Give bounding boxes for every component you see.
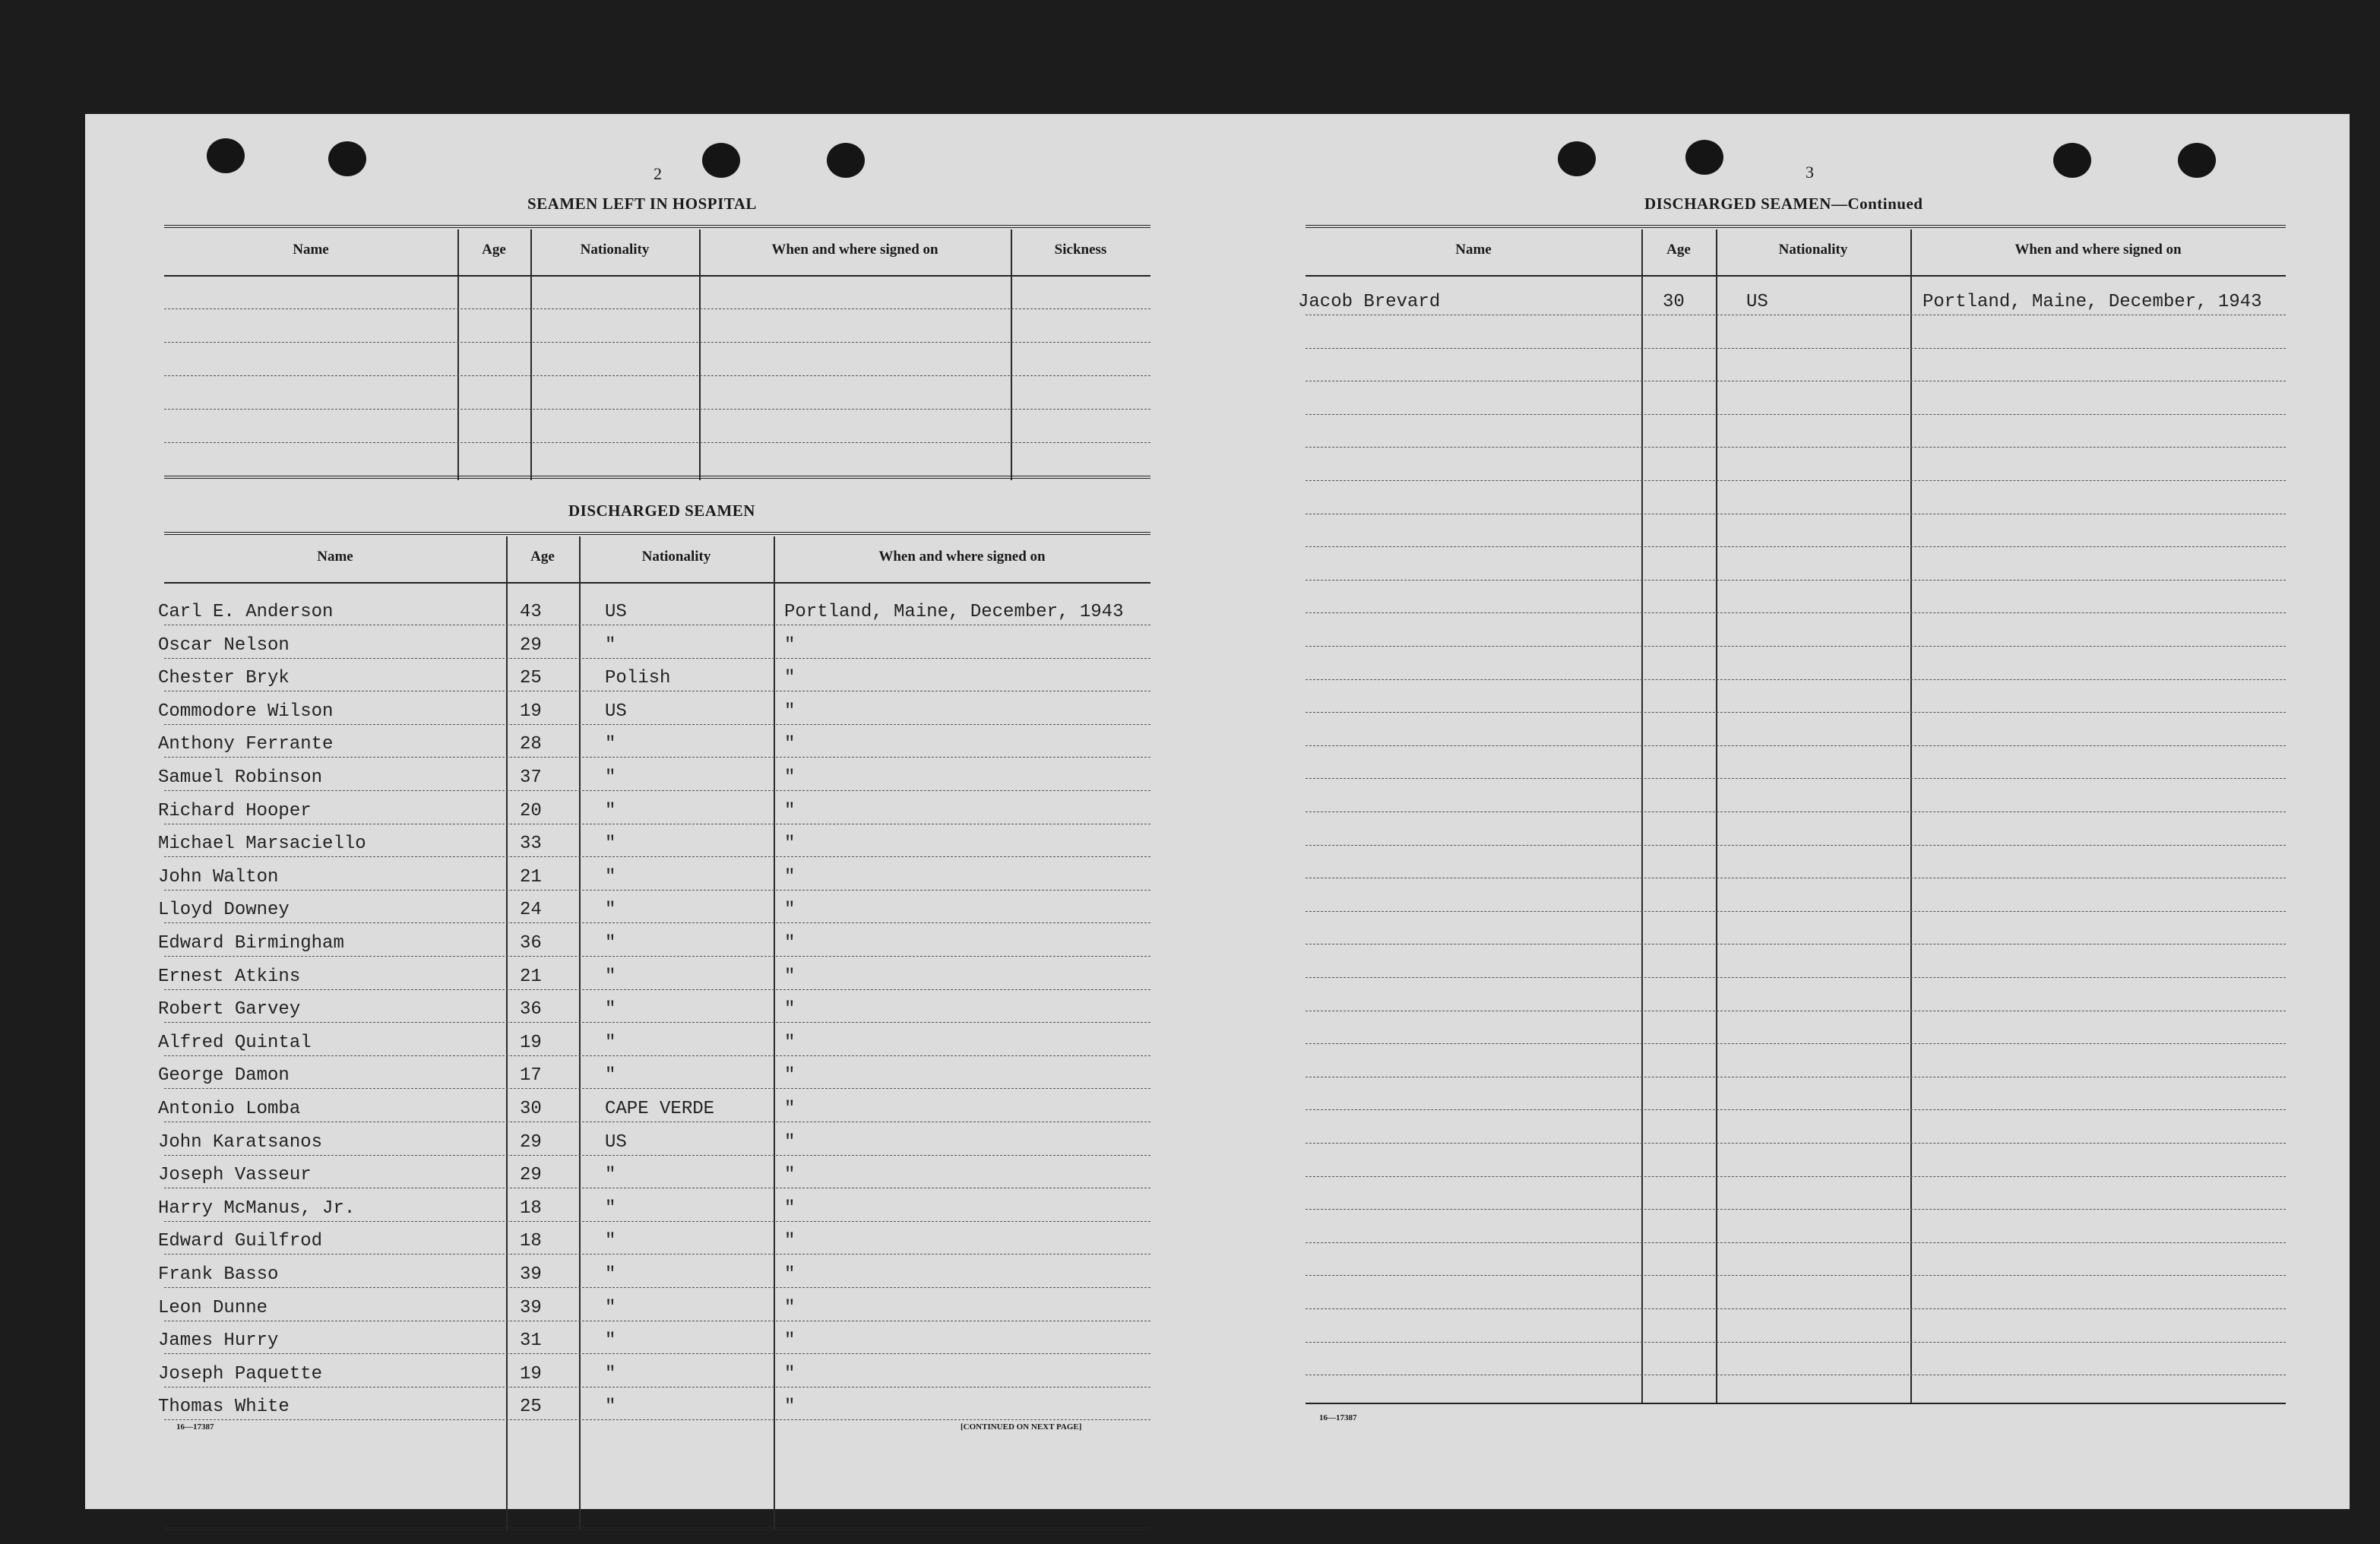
table-row-signed-on: " bbox=[784, 999, 796, 1020]
table-row-nationality: " bbox=[605, 1065, 616, 1087]
punch-hole bbox=[1558, 141, 1596, 176]
table-row-signed-on: " bbox=[784, 900, 796, 921]
row-line bbox=[164, 890, 1150, 891]
row-line bbox=[1306, 1275, 2286, 1276]
row-line bbox=[164, 989, 1150, 990]
row-line bbox=[1306, 1308, 2286, 1309]
punch-hole bbox=[207, 138, 245, 173]
table-row-name: Leon Dunne bbox=[158, 1297, 268, 1318]
table-row-name: Robert Garvey bbox=[158, 999, 301, 1020]
table-row-nationality: " bbox=[605, 933, 616, 954]
column-divider bbox=[506, 536, 508, 1530]
table-row-name: John Karatsanos bbox=[158, 1131, 323, 1153]
table-row-nationality: " bbox=[605, 1397, 616, 1418]
table-row-nationality: " bbox=[605, 1231, 616, 1252]
table-row-nationality: " bbox=[605, 1264, 616, 1285]
table-row-signed-on: Portland, Maine, December, 1943 bbox=[1923, 292, 2262, 312]
table-row-signed-on: " bbox=[784, 668, 796, 689]
row-line bbox=[164, 922, 1150, 923]
table-row-age: 24 bbox=[520, 900, 542, 921]
table-rule bbox=[164, 1527, 1150, 1530]
row-line bbox=[164, 658, 1150, 659]
table-row-name: Chester Bryk bbox=[158, 668, 290, 689]
table-row-age: 25 bbox=[520, 1397, 542, 1418]
table-row-name: James Hurry bbox=[158, 1330, 279, 1352]
table-row-name: Lloyd Downey bbox=[158, 900, 290, 921]
table-rule bbox=[164, 225, 1150, 228]
column-divider bbox=[1716, 229, 1717, 1403]
table-row-name: Harry McManus, Jr. bbox=[158, 1198, 356, 1219]
column-divider bbox=[774, 536, 775, 1530]
table-row-nationality: " bbox=[605, 767, 616, 788]
table-row-signed-on: " bbox=[784, 634, 796, 656]
table-row-name: Edward Guilfrod bbox=[158, 1231, 323, 1252]
table-row-signed-on: " bbox=[784, 834, 796, 855]
table-row-name: John Walton bbox=[158, 866, 279, 887]
row-line bbox=[1306, 646, 2286, 647]
table-row-name: Ernest Atkins bbox=[158, 966, 301, 987]
table-row-signed-on: " bbox=[784, 1397, 796, 1418]
row-line bbox=[1306, 712, 2286, 713]
row-line bbox=[164, 308, 1150, 309]
table-row-signed-on: " bbox=[784, 1264, 796, 1285]
table-row-nationality: " bbox=[605, 900, 616, 921]
table-row-name: Thomas White bbox=[158, 1397, 290, 1418]
section-title: DISCHARGED SEAMEN bbox=[568, 501, 755, 520]
table-row-signed-on: " bbox=[784, 1330, 796, 1352]
table-row-name: Jacob Brevard bbox=[1298, 292, 1441, 312]
punch-hole bbox=[827, 143, 865, 178]
table-row-age: 31 bbox=[520, 1330, 542, 1352]
row-line bbox=[164, 442, 1150, 443]
page-number: 2 bbox=[654, 164, 662, 183]
row-line bbox=[1306, 546, 2286, 547]
row-line bbox=[164, 1022, 1150, 1023]
table-row-signed-on: " bbox=[784, 1231, 796, 1252]
table-rule bbox=[1306, 225, 2286, 228]
row-line bbox=[1306, 580, 2286, 581]
table-row-signed-on: " bbox=[784, 966, 796, 987]
table-row-nationality: " bbox=[605, 834, 616, 855]
table-row-name: Anthony Ferrante bbox=[158, 734, 334, 755]
table-rule bbox=[1306, 275, 2286, 277]
table-row-signed-on: " bbox=[784, 1165, 796, 1186]
table-row-nationality: " bbox=[605, 999, 616, 1020]
table-row-nationality: US bbox=[605, 701, 627, 722]
table-row-signed-on: " bbox=[784, 1065, 796, 1087]
row-line bbox=[1306, 447, 2286, 448]
table-row-name: Samuel Robinson bbox=[158, 767, 323, 788]
table-row-signed-on: " bbox=[784, 1131, 796, 1153]
table-rule bbox=[164, 476, 1150, 479]
table-row-name: Antonio Lomba bbox=[158, 1099, 301, 1119]
row-line bbox=[164, 342, 1150, 343]
column-header-name: Name bbox=[293, 242, 329, 258]
table-row-age: 19 bbox=[520, 1032, 542, 1053]
table-row-nationality: " bbox=[605, 966, 616, 987]
table-row-age: 19 bbox=[520, 701, 542, 722]
row-line bbox=[164, 724, 1150, 725]
row-line bbox=[1306, 845, 2286, 846]
table-row-age: 30 bbox=[520, 1099, 542, 1119]
table-row-name: Alfred Quintal bbox=[158, 1032, 312, 1053]
column-header-signed-on: When and where signed on bbox=[2014, 242, 2182, 258]
table-row-age: 29 bbox=[520, 634, 542, 656]
table-row-age: 18 bbox=[520, 1231, 542, 1252]
column-header-nationality: Nationality bbox=[580, 242, 650, 258]
column-header-name: Name bbox=[1455, 242, 1492, 258]
section-title: SEAMEN LEFT IN HOSPITAL bbox=[527, 195, 757, 213]
row-line bbox=[1306, 1143, 2286, 1144]
table-row-age: 19 bbox=[520, 1363, 542, 1384]
punch-hole bbox=[1685, 140, 1723, 175]
column-header-signed-on: When and where signed on bbox=[878, 549, 1046, 565]
table-row-age: 17 bbox=[520, 1065, 542, 1087]
column-header-signed-on: When and where signed on bbox=[771, 242, 938, 258]
table-row-age: 29 bbox=[520, 1165, 542, 1186]
column-header-sickness: Sickness bbox=[1054, 242, 1107, 258]
row-line bbox=[164, 1353, 1150, 1354]
table-row-age: 29 bbox=[520, 1131, 542, 1153]
table-row-signed-on: " bbox=[784, 734, 796, 755]
table-rule bbox=[164, 275, 1150, 277]
table-row-signed-on: " bbox=[784, 933, 796, 954]
form-sheet bbox=[85, 114, 2350, 1509]
table-row-age: 36 bbox=[520, 999, 542, 1020]
table-row-nationality: " bbox=[605, 1297, 616, 1318]
row-line bbox=[1306, 1043, 2286, 1044]
column-header-age: Age bbox=[530, 549, 555, 565]
row-line bbox=[1306, 348, 2286, 349]
column-divider bbox=[1910, 229, 1912, 1403]
table-rule bbox=[164, 582, 1150, 584]
row-line bbox=[1306, 612, 2286, 613]
row-line bbox=[1306, 1109, 2286, 1110]
column-header-age: Age bbox=[1666, 242, 1691, 258]
row-line bbox=[164, 856, 1150, 857]
column-header-age: Age bbox=[482, 242, 506, 258]
table-row-nationality: " bbox=[605, 1363, 616, 1384]
table-row-age: 37 bbox=[520, 767, 542, 788]
table-row-age: 21 bbox=[520, 966, 542, 987]
table-row-signed-on: " bbox=[784, 866, 796, 887]
row-line bbox=[164, 409, 1150, 410]
table-row-age: 36 bbox=[520, 933, 542, 954]
table-row-signed-on: " bbox=[784, 1198, 796, 1219]
table-row-nationality: US bbox=[605, 1131, 627, 1153]
table-row-age: 21 bbox=[520, 866, 542, 887]
row-line bbox=[1306, 778, 2286, 779]
table-row-signed-on: " bbox=[784, 1099, 796, 1119]
table-row-name: Commodore Wilson bbox=[158, 701, 334, 722]
punch-hole bbox=[2178, 143, 2216, 178]
row-line bbox=[1306, 977, 2286, 978]
table-row-signed-on: " bbox=[784, 1032, 796, 1053]
table-row-nationality: US bbox=[605, 602, 627, 622]
table-row-nationality: " bbox=[605, 1165, 616, 1186]
table-row-age: 25 bbox=[520, 668, 542, 689]
table-rule bbox=[1306, 1403, 2286, 1404]
table-row-age: 18 bbox=[520, 1198, 542, 1219]
table-row-nationality: " bbox=[605, 866, 616, 887]
table-row-age: 39 bbox=[520, 1297, 542, 1318]
table-row-signed-on: " bbox=[784, 767, 796, 788]
page-number: 3 bbox=[1806, 163, 1814, 182]
row-line bbox=[164, 790, 1150, 791]
table-row-signed-on: " bbox=[784, 1363, 796, 1384]
table-row-signed-on: " bbox=[784, 800, 796, 821]
continued-note: [CONTINUED ON NEXT PAGE] bbox=[961, 1422, 1082, 1432]
row-line bbox=[1306, 679, 2286, 680]
row-line bbox=[164, 956, 1150, 957]
row-line bbox=[1306, 1342, 2286, 1343]
row-line bbox=[164, 757, 1150, 758]
table-row-signed-on: " bbox=[784, 1297, 796, 1318]
table-row-name: George Damon bbox=[158, 1065, 290, 1087]
table-row-name: Joseph Vasseur bbox=[158, 1165, 312, 1186]
row-line bbox=[164, 375, 1150, 376]
form-number: 16—17387 bbox=[176, 1422, 214, 1432]
table-row-nationality: " bbox=[605, 734, 616, 755]
column-header-nationality: Nationality bbox=[1778, 242, 1848, 258]
table-row-name: Oscar Nelson bbox=[158, 634, 290, 656]
table-row-name: Michael Marsaciello bbox=[158, 834, 366, 855]
row-line bbox=[1306, 480, 2286, 481]
row-line bbox=[164, 1055, 1150, 1056]
row-line bbox=[164, 1287, 1150, 1288]
form-number: 16—17387 bbox=[1319, 1413, 1357, 1422]
table-row-age: 20 bbox=[520, 800, 542, 821]
table-row-age: 33 bbox=[520, 834, 542, 855]
row-line bbox=[164, 1155, 1150, 1156]
table-row-nationality: " bbox=[605, 1330, 616, 1352]
row-line bbox=[164, 1419, 1150, 1420]
table-row-nationality: CAPE VERDE bbox=[605, 1099, 715, 1119]
table-row-name: Edward Birmingham bbox=[158, 933, 344, 954]
row-line bbox=[1306, 1209, 2286, 1210]
table-row-nationality: Polish bbox=[605, 668, 671, 689]
table-row-signed-on: " bbox=[784, 701, 796, 722]
table-row-nationality: " bbox=[605, 1198, 616, 1219]
row-line bbox=[1306, 414, 2286, 415]
table-row-nationality: " bbox=[605, 800, 616, 821]
column-divider bbox=[1641, 229, 1643, 1403]
punch-hole bbox=[2053, 143, 2091, 178]
row-line bbox=[164, 1088, 1150, 1089]
table-row-nationality: US bbox=[1746, 292, 1768, 312]
row-line bbox=[164, 1221, 1150, 1222]
table-row-age: 43 bbox=[520, 602, 542, 622]
table-row-name: Carl E. Anderson bbox=[158, 602, 334, 622]
table-row-nationality: " bbox=[605, 634, 616, 656]
row-line bbox=[1306, 1242, 2286, 1243]
column-header-nationality: Nationality bbox=[641, 549, 711, 565]
table-row-name: Richard Hooper bbox=[158, 800, 312, 821]
table-rule bbox=[164, 532, 1150, 535]
column-header-name: Name bbox=[317, 549, 353, 565]
table-row-age: 28 bbox=[520, 734, 542, 755]
column-divider bbox=[579, 536, 581, 1530]
section-title: DISCHARGED SEAMEN—Continued bbox=[1644, 195, 1923, 213]
punch-hole bbox=[702, 143, 740, 178]
row-line bbox=[1306, 745, 2286, 746]
table-row-age: 39 bbox=[520, 1264, 542, 1285]
table-row-nationality: " bbox=[605, 1032, 616, 1053]
table-row-signed-on: Portland, Maine, December, 1943 bbox=[784, 602, 1124, 622]
row-line bbox=[1306, 1176, 2286, 1177]
table-row-age: 30 bbox=[1663, 292, 1685, 312]
table-row-name: Joseph Paquette bbox=[158, 1363, 323, 1384]
row-line bbox=[1306, 911, 2286, 912]
table-row-name: Frank Basso bbox=[158, 1264, 279, 1285]
punch-hole bbox=[328, 141, 366, 176]
